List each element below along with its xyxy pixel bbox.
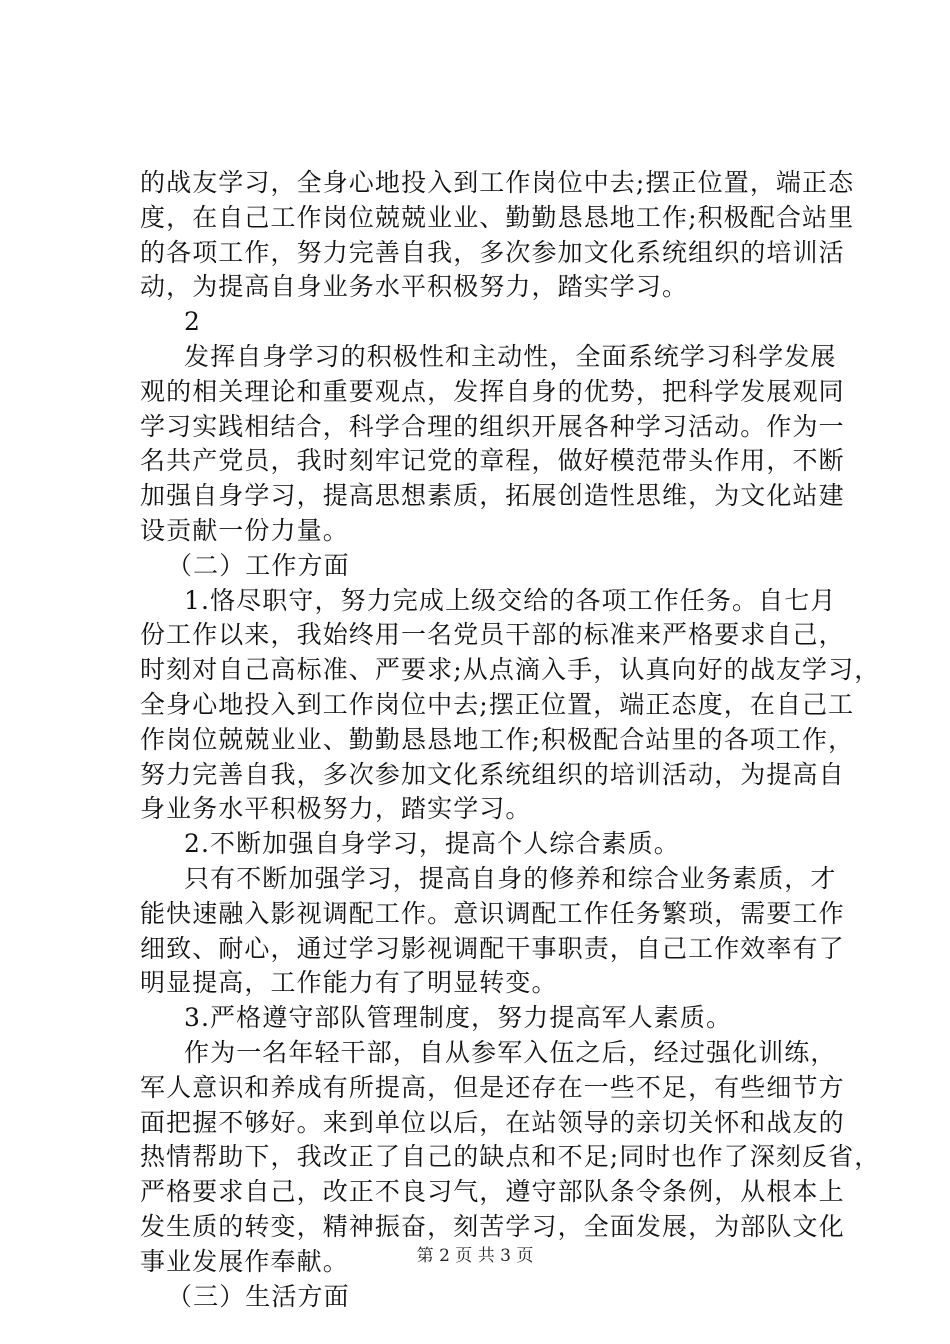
text-line: 面把握不够好。来到单位以后，在站领导的亲切关怀和战友的 (140, 1107, 845, 1137)
paragraph-start: 发挥自身学习的积极性和主动性，全面系统学习科学发展 (184, 341, 837, 371)
text-line: 加强自身学习，提高思想素质，拓展创造性思维，为文化站建 (140, 481, 845, 511)
text-line: 名共产党员，我时刻牢记党的章程，做好模范带头作用，不断 (140, 446, 845, 476)
text-line: 身业务水平积极努力，踏实学习。 (140, 794, 532, 824)
text-line: 时刻对自己高标准、严要求;从点滴入手，认真向好的战友学习， (140, 655, 881, 685)
text-line: 学习实践相结合，科学合理的组织开展各种学习活动。作为一 (140, 411, 845, 441)
text-line: 设贡献一份力量。 (140, 515, 349, 545)
section-number: 2 (184, 307, 202, 337)
section-heading-work: （二）工作方面 (167, 550, 350, 580)
section-heading-life: （三）生活方面 (167, 1281, 350, 1311)
text-line: 度，在自己工作岗位兢兢业业、勤勤恳恳地工作;积极配合站里 (140, 202, 855, 232)
text-line: 能快速融入影视调配工作。意识调配工作任务繁琐，需要工作 (140, 898, 845, 928)
page-footer: 第 2 页 共 3 页 (416, 1246, 534, 1266)
document-body (140, 166, 881, 1314)
text-line: 作岗位兢兢业业、勤勤恳恳地工作;积极配合站里的各项工作， (140, 724, 855, 754)
item-heading: 3.严格遵守部队管理制度，努力提高军人素质。 (184, 1003, 733, 1033)
text-line: 热情帮助下，我改正了自己的缺点和不足;同时也作了深刻反省， (140, 1142, 881, 1172)
paragraph-start: 1.恪尽职守，努力完成上级交给的各项工作任务。自七月 (184, 585, 837, 615)
text-line: 事业发展作奉献。 (140, 1246, 349, 1276)
text-line: 军人意识和养成有所提高，但是还存在一些不足，有些细节方 (140, 1072, 845, 1102)
item-heading: 2.不断加强自身学习，提高个人综合素质。 (184, 829, 680, 859)
text-line: 全身心地投入到工作岗位中去;摆正位置，端正态度，在自己工 (140, 689, 855, 719)
paragraph-start: 只有不断加强学习，提高自身的修养和综合业务素质，才 (184, 863, 837, 893)
text-line: 发生质的转变，精神振奋，刻苦学习，全面发展，为部队文化 (140, 1211, 845, 1241)
text-line: 严格要求自己，改正不良习气，遵守部队条令条例，从根本上 (140, 1177, 845, 1207)
text-line: 的战友学习，全身心地投入到工作岗位中去;摆正位置，端正态 (140, 168, 855, 197)
text-line: 明显提高，工作能力有了明显转变。 (140, 968, 558, 998)
text-line: 份工作以来，我始终用一名党员干部的标准来严格要求自己， (140, 620, 845, 650)
text-line: 动，为提高自身业务水平积极努力，踏实学习。 (140, 272, 689, 302)
text-line: 细致、耐心，通过学习影视调配干事职责，自己工作效率有了 (140, 933, 845, 963)
text-line: 的各项工作，努力完善自我，多次参加文化系统组织的培训活 (140, 237, 845, 267)
text-line: 努力完善自我，多次参加文化系统组织的培训活动，为提高自 (140, 759, 845, 789)
text-line: 观的相关理论和重要观点，发挥自身的优势，把科学发展观同 (140, 376, 845, 406)
paragraph-start: 作为一名年轻干部，自从参军入伍之后，经过强化训练， (184, 1037, 837, 1067)
